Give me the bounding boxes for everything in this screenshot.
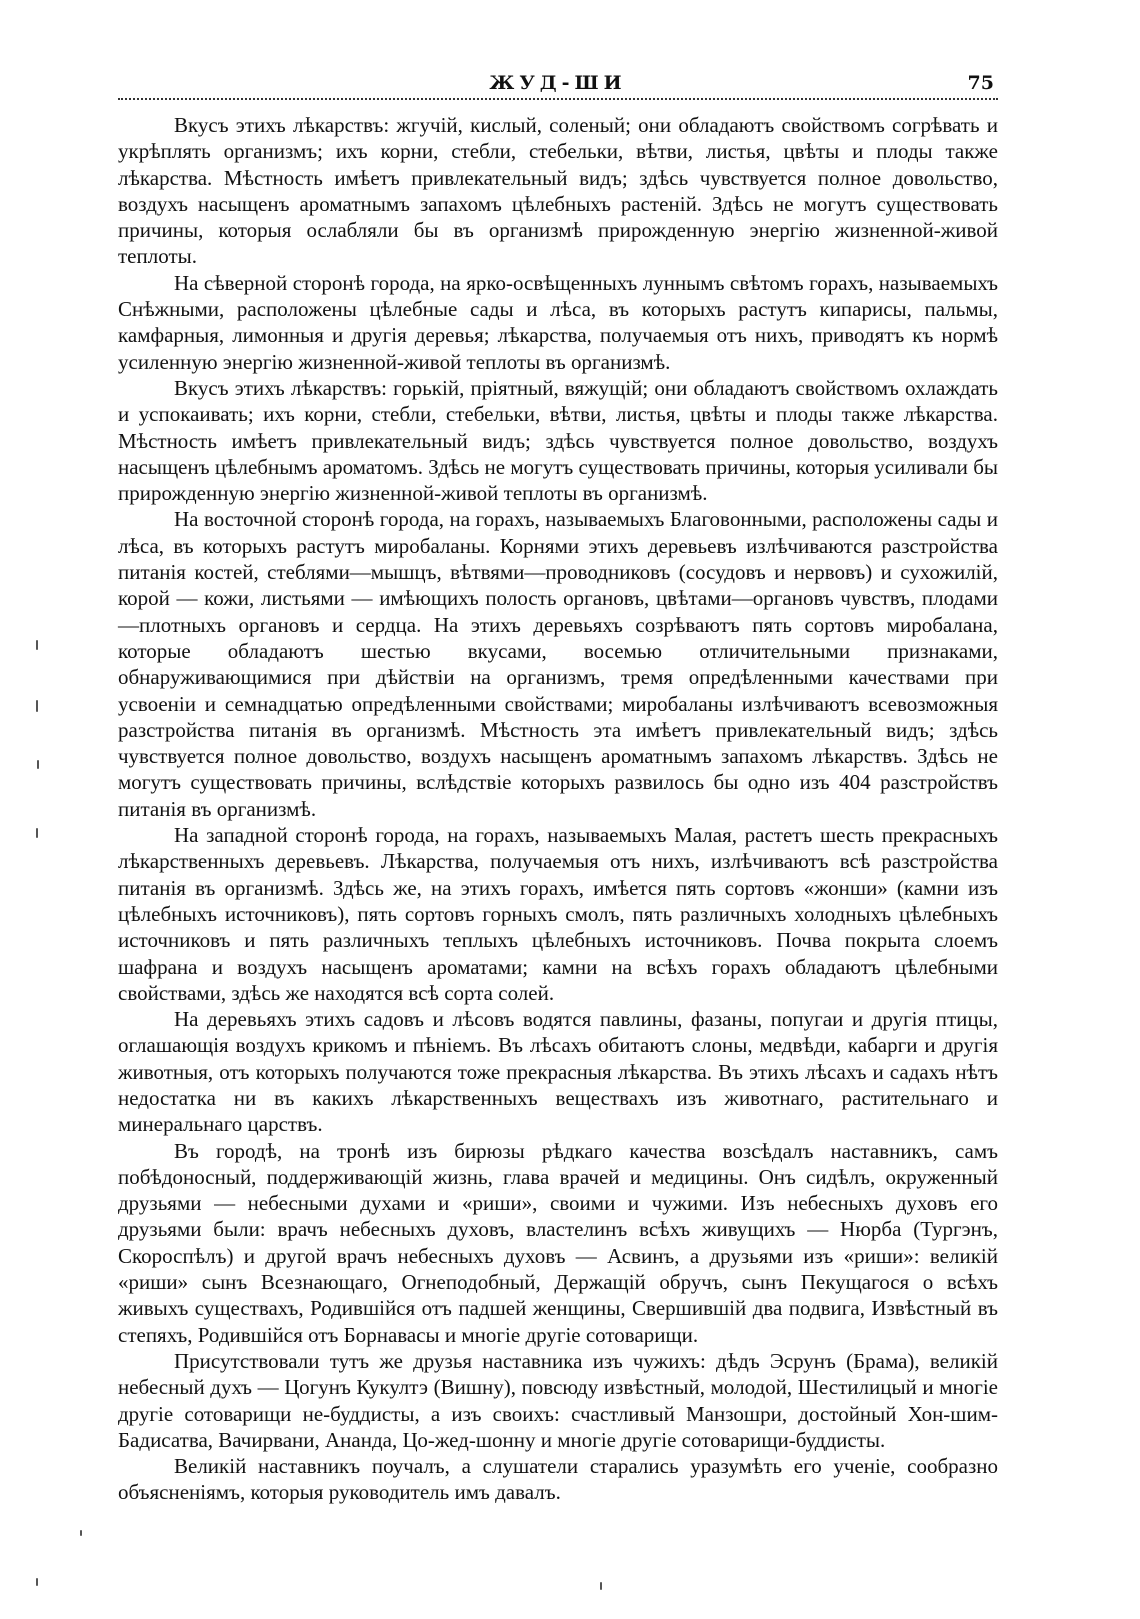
- paragraph: Вкусъ этихъ лѣкарствъ: жгучій, кислый, соленый; они обладаютъ свойствомъ согрѣвать и укрѣплять организмъ; ихъ корни, стебли, стебельки, вѣтви, листья, цвѣты и плоды также лѣкарства. Мѣстность имѣетъ привлекательный видъ; здѣсь чувствуется полное довольство, воздухъ насыщенъ ароматнымъ запахомъ цѣлебныхъ растеній. Здѣсь не могутъ существовать причины, которыя ослабляли бы въ организмѣ прирожденную энергію жизненной-живой теплоты.: [118, 113, 998, 269]
- paragraph: На деревьяхъ этихъ садовъ и лѣсовъ водятся павлины, фазаны, попугаи и другія птицы, оглашающія воздухъ крикомъ и пѣніемъ. Въ лѣсахъ обитаютъ слоны, медвѣди, кабарги и другія животныя, отъ которыхъ получаются тоже прекрасныя лѣкарства. Въ этихъ лѣсахъ и садахъ нѣтъ недостатка ни въ какихъ лѣкарственныхъ веществахъ изъ животнаго, растительнаго и минеральнаго царствъ.: [118, 1007, 998, 1137]
- paragraph: Присутствовали тутъ же друзья наставника изъ чужихъ: дѣдъ Эсрунъ (Брама), великій небесный духъ — Цогунъ Кукултэ (Вишну), повсюду извѣстный, молодой, Шестилицый и многіе другіе сотоварищи не-буддисты, а изъ своихъ: счастливый Манзошри, достойный Хон-шим-Бадисатва, Вачирвани, Ананда, Цо-жед-шонну и многіе другіе сотоварищи-буддисты.: [118, 1348, 998, 1452]
- body-text: [118, 112, 998, 1506]
- paragraph: Въ городѣ, на тронѣ изъ бирюзы рѣдкаго качества возсѣдалъ наставникъ, самъ побѣдоносный, поддерживающій жизнь, глава врачей и медицины. Онъ сидѣлъ, окруженный друзьями — небесными духами и «риши», своими и чужими. Изъ небесныхъ духовъ его друзьями были: врачъ небесныхъ духовъ, властелинъ всѣхъ живущихъ — Нюрба (Тургэнъ, Скороспѣлъ) и другой врачъ небесныхъ духовъ — Асвинъ, а друзьями изъ «риши»: великій «риши» сынъ Всезнающаго, Огнеподобный, Держащій обручъ, сынъ Пекущагося о всѣхъ живыхъ существахъ, Родившійся отъ падшей женщины, Свершившій два подвига, Извѣстный въ степяхъ, Родившійся отъ Борнавасы и многіе другіе сотоварищи.: [118, 1138, 998, 1347]
- header-rule: [118, 98, 998, 100]
- scan-speck: [80, 1530, 82, 1536]
- paragraph: На восточной сторонѣ города, на горахъ, называемыхъ Благовонными, расположены сады и лѣса, въ которыхъ растутъ миробаланы. Корнями этихъ деревьевъ излѣчиваются разстройства питанія костей, стеблями—мышцъ, вѣтвями—проводниковъ (сосудовъ и нервовъ) и сухожилій, корой — кожи, листьями — имѣющихъ полость органовъ, цвѣтами—органовъ чувствъ, плодами—плотныхъ органовъ и сердца. На этихъ деревьяхъ созрѣваютъ пять сортовъ миробалана, которые обладаютъ шестью вкусами, восемью отличительными признаками, обнаруживающимися при дѣйствіи на организмъ, тремя опредѣленными качествами при усвоеніи и семнадцатью опредѣленными свойствами; миробаланы излѣчиваютъ всевозможныя разстройства питанія въ организмѣ. Мѣстность эта имѣетъ привлекательный видъ; здѣсь чувствуется полное довольство, воздухъ насыщенъ ароматнымъ запахомъ лѣкарствъ. Здѣсь не могутъ существовать причины, вслѣдствіе которыхъ развилось бы одно изъ 404 разстройствъ питанія въ организмѣ.: [118, 507, 998, 821]
- page-number: 75: [967, 72, 994, 94]
- scan-speck: [37, 760, 39, 769]
- scan-speck: [36, 700, 38, 712]
- scan-speck: [36, 828, 38, 838]
- scan-speck: [36, 640, 38, 650]
- paragraph: Великій наставникъ поучалъ, а слушатели старались уразумѣть его ученіе, сообразно объясненіямъ, которыя руководитель имъ давалъ.: [118, 1454, 998, 1505]
- running-title: ЖУД-ШИ: [489, 72, 627, 94]
- paragraph: На сѣверной сторонѣ города, на ярко-освѣщенныхъ луннымъ свѣтомъ горахъ, называемыхъ Снѣжными, расположены цѣлебные сады и лѣса, въ которыхъ растутъ кипарисы, пальмы, камфарныя, лимонныя и другія деревья; лѣкарства, получаемыя отъ нихъ, приводятъ къ нормѣ усиленную энергію жизненной-живой теплоты въ организмѣ.: [118, 270, 998, 374]
- page-header: [118, 62, 998, 102]
- scan-speck: [600, 1582, 602, 1590]
- paragraph: На западной сторонѣ города, на горахъ, называемыхъ Малая, растетъ шесть прекрасныхъ лѣкарственныхъ деревьевъ. Лѣкарства, получаемыя отъ нихъ, излѣчиваютъ всѣ разстройства питанія въ организмѣ. Здѣсь же, на этихъ горахъ, имѣется пять сортовъ «жонши» (камни изъ цѣлебныхъ источниковъ), пять сортовъ горныхъ смолъ, пять различныхъ холодныхъ цѣлебныхъ источниковъ и пять различныхъ теплыхъ цѣлебныхъ источниковъ. Почва покрыта слоемъ шафрана и воздухъ насыщенъ ароматами; камни на всѣхъ горахъ обладаютъ цѣлебными свойствами, здѣсь же находятся всѣ сорта солей.: [118, 823, 998, 1005]
- paragraph: Вкусъ этихъ лѣкарствъ: горькій, пріятный, вяжущій; они обладаютъ свойствомъ охлаждать и успокаивать; ихъ корни, стебли, стебельки, вѣтви, листья, цвѣты и плоды также лѣкарства. Мѣстность имѣетъ привлекательный видъ; здѣсь чувствуется полное довольство, воздухъ насыщенъ цѣлебнымъ ароматомъ. Здѣсь не могутъ существовать причины, которыя усиливали бы прирожденную энергію жизненной-живой теплоты въ организмѣ.: [118, 375, 998, 506]
- scan-speck: [36, 1578, 38, 1586]
